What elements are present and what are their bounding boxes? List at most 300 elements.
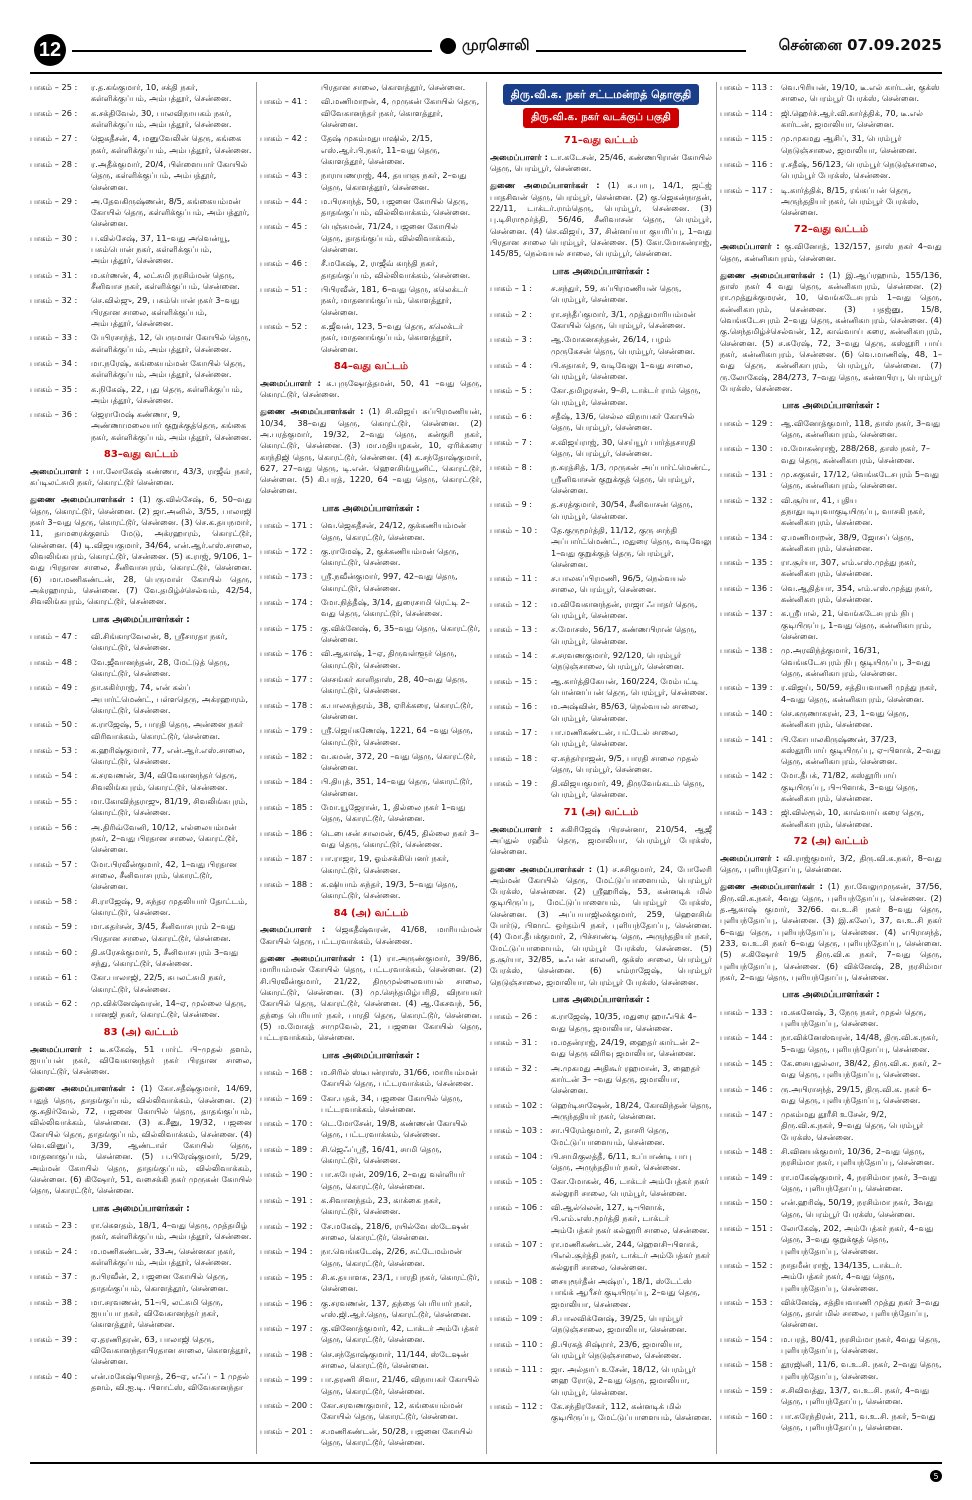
assistant-organizers-paragraph: துணை அமைப்பாளர்கள் : (1) கு.வில்சேஷ், 6, 50–வது தெரு, கொரட்டூர், சென்னை. (2) ஜா.அனில், 3/55, பாலாஜி நகர் 3–வது தெரு, கொரட்டூர், சென்னை. (3) செ.க.தயநமார், 11, தாமரைக்குளம் மேடு, அக்ரஹாரம், கொரட்டூர், சென்னை. (4) டி.விஜயகுமார், 34/64, என்.ஆர்.எஸ்.சாலை, லிவலிங்கபுரம், கொரட்டூர், சென்னை. (5) க.ராஜ், 9/106, 1–வது பிரதான சாலை, சீனிவாசபுரம், கொரட்டூர், சென்னை. (6) மா.மணிகண்டன், 28, பெருமாள் கோயில் தெரு, அக்ரஹாரம், சென்னை. (7) வே.தமிழ்ச்செல்வம், 42/54, சிவலிங்கபுரம், கொரட்டூர், சென்னை. <box>30 494 252 607</box>
part-number: பாகம் – 13 : <box>490 624 538 635</box>
list-item <box>260 1144 482 1167</box>
member-address: சீ.மகேஷ், 2, ராஜீவ் காந்தி நகர், தாதங்குப்பம், வில்லிவாக்கம், சென்னை. <box>321 258 471 280</box>
part-number: பாகம் – 182 : <box>260 750 313 761</box>
assistant-organizers-paragraph: துணை அமைப்பாளர்கள் : (1) நா.வேலுமுருகன், 37/56, திரு.வி.க.நகர், 4வது தெரு, புளியந்தோப்பு, சென்னை. (2) த.ஆகாஷ் குமார், 32/66. வ.உ.சி நகர் 8–வது தெரு, புளியந்தோப்பு, சென்னை. (3) இ.கலேப், 37, வ.உ.சி நகர் 6–வது தெரு, புளியந்தோப்பு, சென்னை. (4) எபிராசந்த், 233, வ.உ.சி நகர் 6–வது தெரு, புளியந்தோப்பு, சென்னை. (5) ச.கிஷோர் 19/5 திரு.வி.க நகர், 7–வது தெரு, புளியந்தோப்பு, சென்னை. (6) விக்னேஷ், 28, நரசிம்மா நகர், 2–வது தெரு, புளியந்தோப்பு, சென்னை. <box>720 881 942 982</box>
member-address: க.ஸ்ரீபால், 21, வெங்கடேசபுரம் நிபு குடியிருப்பு, 1–வது தெரு, கன்னிகாபுரம், சென்னை. <box>781 608 932 642</box>
list-item <box>30 947 252 970</box>
member-address: ம.பரத், 80/41, நரசிம்மா நகர், 4வது தெரு, புளியந்தோப்பு, சென்னை. <box>781 1333 941 1356</box>
part-number: பாகம் – 31 : <box>30 269 78 280</box>
list-item <box>720 557 942 580</box>
organizer-paragraph: அமைப்பாளர் : டீ.சுகேஷ், 51 பார்ட் பி–முதல் தளம், ஐயப்பன் நகர், விவேகானந்தர் நகர் பிரதான சாலை, கொரட்டூர், சென்னை. <box>30 1043 252 1077</box>
list-item <box>490 1037 712 1060</box>
part-number: பாகம் – 139 : <box>720 682 773 693</box>
part-number: பாகம் – 103 : <box>490 1125 543 1136</box>
list-item <box>260 776 482 799</box>
list-item <box>30 998 252 1021</box>
part-number: பாகம் – 199 : <box>260 1374 313 1385</box>
member-address: கோ.பதக், 34, பஜனை கோயில் தெரு, பட்டரவாக்கம், சென்னை. <box>321 1092 463 1114</box>
list-item <box>30 1271 252 1294</box>
list-item <box>30 196 252 230</box>
ward-title: 84 (அ) வட்டம் <box>333 907 409 919</box>
part-number: பாகம் – 15 : <box>490 675 538 686</box>
member-address: சி.பாலவிக்னேஷ், 39/25, பெரம்பூர் நெடுஞ்சாலை, ஜமாலியா, சென்னை. <box>551 1312 687 1335</box>
list-item <box>720 108 942 131</box>
part-number: பாகம் – 55 : <box>30 796 78 807</box>
list-item <box>260 828 482 851</box>
member-address: க.ஹரிஷ்குமார், 77, என்.ஆர்.எஸ்.சாலை, கொரட்டூர், சென்னை. <box>91 744 246 767</box>
part-number: பாகம் – 174 : <box>260 597 313 608</box>
list-item <box>720 469 942 492</box>
list-item <box>720 608 942 642</box>
member-address: வி.ஆகாஷ், 1–ஏ, திருவள்ளூர் தெரு, கொரட்டூர், சென்னை. <box>321 648 457 670</box>
part-number: பாகம் – 172 : <box>260 545 313 556</box>
part-number <box>260 82 318 93</box>
list-item <box>720 1359 942 1382</box>
entry-list <box>260 520 482 901</box>
member-address: பிரதான சாலை, கொளத்தூர், சென்னை. <box>321 82 466 92</box>
member-address: டெபைசன் சாலமன், 6/45, தில்லை நகர் 3–வது தெரு, கொரட்டூர், சென்னை. <box>321 827 480 850</box>
entry-list <box>260 82 482 355</box>
member-address: சி.வினயக்குமார், 10/36, 2–வது தெரு, நரசிம்மா நகர், புளியந்தோப்பு, சென்னை. <box>781 1146 935 1168</box>
part-number: பாகம் – 51 : <box>260 284 308 294</box>
member-address: வெ.ஜெகதீசன், 24/12, குக்கணியம்மன் தெரு, கொரட்டூர், சென்னை. <box>321 520 467 542</box>
part-number: பாகம் – 5 : <box>490 385 533 396</box>
part-number: பாகம் – 9 : <box>490 499 533 510</box>
member-address: பேபிரசாந்த், 12, பெருமாள் கோயில் தெரு, கள்ளிக்குப்பம், அம்பத்தூர், சென்னை. <box>91 332 251 354</box>
part-number: பாகம் – 159 : <box>720 1385 773 1396</box>
list-item <box>30 745 252 768</box>
member-address: க.ராஜேஷ், 10/35, மதுரை ஹாஃபிக் 4– வது தெரு, ஜமாலியா, சென்னை. <box>551 1011 697 1033</box>
part-number: பாகம் – 59 : <box>30 921 78 932</box>
list-item <box>260 133 482 167</box>
assistant-organizers-paragraph: துணை அமைப்பாளர்கள் : (1) இ.ஆப்ரஹாம், 155/136, தாஸ் நகர் 4 வது தெரு, கன்னிகாபுரம், சென்னை. (2) ரா.முத்துக்குமரன், 10, வெங்கடேசபுரம் 1–வது தெரு, கன்னிகாபுரம், சென்னை. (3) பதஜ்னு, 15/8, வெங்கடேசபுரம் 2–வது தெரு, கன்னிகாபுரம், சென்னை. (4) கு.செந்தமிழ்ச்செல்வன், 12, காவ்வாய் கரை, கன்னிகாபுரம், சென்னை. (5) ச.சுரேஷ், 72, 3–வது தெரு, கஸ்தூரி பாய் நகர், கன்னிகாபுரம், சென்னை. (6) வெ.மாணிஷ், 48, 1–வது தெரு, கன்னிகாபுரம், பெரம்பூர், சென்னை. (7) ரு.லோகேஷ், 284/273, 7–வது தெரு, கன்னபிரபு, பெரம்பூர் பேரக்ஸ், சென்னை. <box>720 269 942 393</box>
member-address: ஏ.சுந்தர்ராஜன், 9/5, பாரதி சாலை முதல் தெரு, பெரம்பூர், சென்னை. <box>551 752 699 774</box>
member-address: ச.மணிகண்டன், 50/28, பஜனை கோயில் தெரு, கொரட்டூர், சென்னை. <box>321 1425 473 1447</box>
list-item <box>490 525 712 570</box>
organizer-paragraph: அமைப்பாளர் : பா.லோகேஷ் கண்ணா, 43/3, ராஜீவ் நகர், கப்டிலட்சுமி நகர், கொரட்டூர் சென்னை. <box>30 465 252 488</box>
list-item <box>490 283 712 306</box>
part-number: பாகம் – 25 : <box>30 82 78 92</box>
organizer-paragraph: அமைப்பாளர் : க.புருஷோத்தமன், 50, 41 –வது தெரு, கொரட்டூர், சென்னை. <box>260 377 482 399</box>
list-item <box>30 233 252 267</box>
part-number: பாகம் – 116 : <box>720 158 773 169</box>
list-item <box>260 802 482 825</box>
member-address: பி.தியுத், 351, 14–வது தெரு, கொரட்டூர், சென்னை. <box>321 776 473 798</box>
list-item <box>490 1339 712 1362</box>
entry-list <box>720 418 942 830</box>
part-number: பாகம் – 110 : <box>490 1338 543 1349</box>
part-number: பாகம் – 152 : <box>720 1259 773 1270</box>
member-address: க.ஜீவன், 123, 5–வது தெரு, கலெக்டர் நகர், மாதனாங்குப்பம், கொளத்தூர், சென்னை. <box>321 320 464 354</box>
part-number: பாகம் – 45 : <box>260 221 308 232</box>
part-number: பாகம் – 114 : <box>720 107 773 118</box>
entry-list <box>30 82 252 443</box>
member-address: நாதமீன் ராஜ், 134/135, டாக்டர். அம்பேத்கர் நகர், 4–வது தெரு, புளியந்தோப்பு, சென்னை. <box>781 1259 903 1293</box>
list-item <box>490 1176 712 1199</box>
member-address: ந.பிரவீன், 2, பஜனை கோயில் தெரு, தாதங்குப்பம், கொளத்தூர், சென்னை. <box>91 1271 229 1293</box>
member-address: வெ.பிரியன், 19/10, டீ.எல் கார்டன், குக்ஸ் சாலை, பெரம்பூர் பேரக்ஸ், சென்னை. <box>781 82 940 104</box>
member-address: வி.மணிமாறன், 4, முருகன் கோயில் தெரு, விவேகானந்தர் நகர், கொளத்தூர், சென்னை. <box>321 96 480 129</box>
member-address: முகம்மது தூரீசி உசேன், 9/2, திரு.வி.க.நகர், 9–வது தெரு, பெரம்பூர் பேரக்ஸ், சென்னை. <box>781 1109 924 1142</box>
entry-list <box>30 1220 252 1393</box>
part-number: பாகம் – 171 : <box>260 520 313 531</box>
member-address: ரு.அபிராசந்த், 29/15, திரு.வி.க. நகர் 6–வது தெரு, புளியந்தோப்பு, சென்னை. <box>781 1083 932 1105</box>
part-number: பாகம் – 6 : <box>490 411 533 422</box>
part-number: பாகம் – 40 : <box>30 1370 78 1381</box>
part-number: பாகம் – 192 : <box>260 1220 313 1231</box>
part-number: பாகம் – 34 : <box>30 357 78 368</box>
part-number: பாகம் – 187 : <box>260 853 313 864</box>
part-number: பாகம் – 200 : <box>260 1400 313 1411</box>
list-item <box>30 682 252 716</box>
part-number: பாகம் – 52 : <box>260 320 308 331</box>
member-address: க.சரவணன், 3/4, விவேகானந்தர் தெரு, சிவலிங்கபுரம், கொரட்டூர், சென்னை. <box>91 770 238 792</box>
list-item <box>30 133 252 156</box>
member-address: பா.ராஜா, 19, ஓம்சக்கிபெனர் நகர், கொரட்டூர், சென்னை. <box>321 853 450 875</box>
member-address: த.சரத்குமார், 30/54, சீனிவாசன் தெரு, பெரம்பூர், சென்னை. <box>551 499 693 521</box>
part-number: பாகம் – 7 : <box>490 436 533 447</box>
list-item <box>260 1374 482 1397</box>
member-address: ஜி.ஹெர்ச்.ஆர்.வி.கார்த்திக், 70, டீ.எல் கார்டன், ஜமாலியா, சென்னை. <box>781 107 924 129</box>
part-number: பாகம் – 196 : <box>260 1297 313 1308</box>
member-address: ஆ.மோகனசுந்தன், 26/14, பழம் முருகேசன் தெரு, பெரம்பூர், சென்னை. <box>551 334 696 356</box>
member-address: செ.சந்தோஷ்குமார், 11/144, ஸ்டேஷன் சாலை, கொரட்டூர், சென்னை. <box>321 1348 469 1371</box>
part-number: பாகம் – 129 : <box>720 417 773 428</box>
list-item <box>260 1195 482 1218</box>
region-title: திரு.வி.க. நகர் வடக்குப் பகுதி <box>523 108 679 128</box>
member-address: ம.மணிகண்டன், 33அ, சென்னகா நகர், கள்ளிக்குப்பம், அம்பத்தூர், சென்னை. <box>91 1245 236 1267</box>
ward-title: 72–வது வட்டம் <box>793 224 869 236</box>
part-number: பாகம் – 138 : <box>720 645 773 656</box>
member-address: ரா.மணிகண்டன், 244, ஹௌசி–பிளாக், பிஎல்.சூர்த்தி நகர், டாக்டர் அம்பேத்கர் நகர் கல்லூரி சாலை, சென்னை. <box>551 1239 711 1272</box>
masthead <box>440 36 530 56</box>
list-item <box>720 1297 942 1331</box>
assistant-organizers-paragraph: துணை அமைப்பாளர்கள் : (1) ச.சசிகுமார், 24, போலேரி அம்மன் கோயில் தெரு, மேட்டுப்பாளையம், பெரம்பூர் பேரக்ஸ், சென்னை. (2) ஸ்ரீஹரிஷ், 53, கன்னடிக் மில் குடியிருப்பு, மேட்டுப்பாளையம், பெரம்பூர் பேரக்ஸ், சென்னை. (3) அப்பயாஜிலக்குமார், 259, ஹௌசிங் போர்டு, பிளாட் ஒர்தம்பி நகர், புளியந்தோப்பு, சென்னை. (4) மோ.தீபக்குமார், 2, பிச்சாண்டி தெரு, அருந்ததியர் நகர், மேட்டுப்பாளையம், பெரம்பூர் பேரக்ஸ், சென்னை. (5) த.சூர்யா, 32/85, டீஃபன் காலனி, குக்ஸ் சாலை, பெரம்பூர் பேரக்ஸ், சென்னை. (6) எம்ராஜேஷ், பெரம்பூர் நெடுஞ்சாலை, ஜமாலியா, பெரம்பூர் பேரக்ஸ், சென்னை. <box>490 863 712 987</box>
list-item <box>720 734 942 768</box>
list-item <box>260 1323 482 1346</box>
list-item <box>260 879 482 902</box>
part-number: பாகம் – 179 : <box>260 725 313 736</box>
part-number: பாகம் – 170 : <box>260 1118 313 1129</box>
list-item <box>30 295 252 329</box>
column-2 <box>260 82 482 1454</box>
page-header <box>0 0 972 92</box>
list-item <box>490 411 712 434</box>
organizer-paragraph: அமைப்பாளர் : டா.கடேசன், 25/46, கண்ணபிரான் கோயில் தெரு, பெரம்பூர், சென்னை. <box>490 151 712 174</box>
member-address: ஜி.வில்ரூல், 10, காவ்வாய் கரை தெரு, கன்னிகாபுரம், சென்னை. <box>781 807 925 829</box>
page-number: 12 <box>34 34 66 66</box>
member-address: தி.பிரகத் சிஷ்ரார், 23/6, ஜமாலியா, பெரம்பூர் நெடுஞ்சாலை, சென்னை. <box>551 1338 683 1360</box>
member-address: பி.சுதாகர், 9, வடிவேலு 1–வது சாலை, பெரம்பூர், சென்னை. <box>551 359 693 382</box>
list-item <box>720 807 942 830</box>
assistant-organizers-paragraph: துணை அமைப்பாளர்கள் : (1) கோ.சதீஷ்குமார், 14/69, பதுத் தெரு, தாதங்குப்பம், வில்லிவாக்கம், சென்னை. (2) கு.சுதிர்வேல், 72, பஜனை கோயில் தெரு, தாதங்குப்பம், வில்லிவாக்கம், சென்னை. (3) க.சீனு, 19/32, பஜனை கோயில் தெரு, தாதங்குப்பம், வில்லிவாக்கம், சென்னை. (4) வெ.வினுப், 3/39, ஆண்டாள் கோயில் தெரு, மாதனாகுப்பம், சென்னை. (5) ப.பிரேஷ்குமார், 5/29, அம்மன் கோயில் தெரு, தாதங்குப்பம், வில்லிவாக்கம், சென்னை. (6) கிஷோர், 51, வசைக்கி நகர் முருகன் கோயில் தெரு, கொரட்டூர், சென்னை. <box>30 1083 252 1196</box>
part-number: பாகம் – 47 : <box>30 631 78 642</box>
part-number: பாகம் – 132 : <box>720 494 773 505</box>
part-number: பாகம் – 60 : <box>30 946 78 957</box>
list-item <box>30 719 252 742</box>
member-address: தா.சுகிர்ராஜ், 74, என் கல்ப் அபார்ட்மெண்ட், பள்ளதெரு, அக்ரஹாரம், கொரட்டூர், சென்னை. <box>91 682 249 715</box>
member-address: ஏ.மணிமாறன், 38/9, ஜோசப் தெரு, கன்னிகாபுரம், சென்னை. <box>781 531 914 553</box>
part-number: பாகம் – 186 : <box>260 827 313 838</box>
member-address: ஆ.கார்த்திகேயன், 160/224, மேம்பட்டி பொன்னப்பன் தெரு, பெரம்பூர், சென்னை. <box>551 675 708 697</box>
ward-title: 72 (அ) வட்டம் <box>793 836 869 848</box>
member-address: ம.மதன்ராஜ், 24/19, ஹைதர் கார்டன் 2–வது தெரு விரிவு ஜமாலியா, சென்னை. <box>551 1037 700 1059</box>
member-address: க.சக்திவேல், 30, பாலவிநாயகம் நகர், கள்ளிக்குப்பம், அம்பத்தூர், சென்னை. <box>91 107 232 129</box>
part-number: பாகம் – 194 : <box>260 1246 313 1257</box>
member-address: மு.முகமது ஆசிப், 31, பெரம்பூர் நெடுஞ்சாலை, ஜமாலியா, சென்னை. <box>781 133 917 155</box>
part-number: பாகம் – 150 : <box>720 1197 773 1208</box>
member-address: மோ.யூஜேரான், 1, தில்லை நகர் 1–வது தெரு, கொரட்டூர், சென்னை. <box>321 802 466 824</box>
member-address: கு.சரவணன், 137, தந்தை பெரியார் நகர், எஸ்.ஜி.ஆர்.தெரு, கொரட்டூர், சென்னை. <box>321 1297 473 1319</box>
list-item <box>720 1411 942 1434</box>
list-item <box>490 1202 712 1236</box>
member-address: கே.சையதுல்லா, 38/42, திரு.வி.க. நகர், 2–வது தெரு, புளியந்தோப்பு, சென்னை. <box>781 1057 942 1080</box>
part-number: பாகம் – 48 : <box>30 656 78 667</box>
part-number: பாகம் – 108 : <box>490 1275 543 1286</box>
part-number: பாகம் – 145 : <box>720 1057 773 1068</box>
part-number: பாகம் – 201 : <box>260 1425 313 1436</box>
part-number: பாகம் – 43 : <box>260 170 308 181</box>
list-item <box>490 437 712 460</box>
part-number: பாகம் – 12 : <box>490 598 538 609</box>
list-item <box>490 499 712 522</box>
list-item <box>490 1276 712 1310</box>
member-address: ர.விஜய், 50/59, சத்தியவாணி முத்து நகர், 4–வது தெரு, கன்னிகாபுரம், சென்னை. <box>781 682 937 704</box>
member-address: கே.சந்திரசேகர், 112, கன்னடிக் மில் குடியிருப்பு, மேட்டுப்பாளையம், சென்னை. <box>551 1401 712 1423</box>
assistant-organizers-paragraph: துணை அமைப்பாளர்கள் : (1) சு.பாபு, 14/1, ஜட்ஜ் பாதசிவன் தெரு, பெரம்பூர், சென்னை. (2) கு.ஜெகன்நாதன், 22/11, டாக்டர்.ராம்தெரு, பெரம்பூர், சென்னை. (3) பு.டிசிராமூர்த்தி, 56/46, சீனிவாசன் தெரு, பெரம்பூர், சென்னை. (4) செ.விஜய், 37, சின்னய்யா குயரிப்பு, 1–வது பிரதான சாலை பெரம்பூர், சென்னை. (5) கோ.மோகன்ராஜ், 145/85, நெல்வயல் சாலை, பெரம்பூர், சென்னை. <box>490 180 712 259</box>
part-number: பாகம் – 26 : <box>490 1011 538 1022</box>
member-address: க.நிகேஷ், 22, புது தெரு, கள்ளிக்குப்பம், அம்பத்தூர், சென்னை. <box>91 383 243 405</box>
part-number: பாகம் – 141 : <box>720 733 773 744</box>
member-address: என்.மகேஷ்பிரசாத், 26–ஏ, எஃப் – 1 முதல் தளம், வி.ஐ.டி. பிளாட்ஸ், விவேகானந்தா <box>91 1370 250 1393</box>
list-item <box>720 1058 942 1081</box>
part-number: பாகம் – 2 : <box>490 308 533 319</box>
part-number: பாகம் – 56 : <box>30 821 78 832</box>
list-item <box>260 284 482 318</box>
part-number: பாகம் – 153 : <box>720 1296 773 1307</box>
part-number: பாகம் – 41 : <box>260 96 308 107</box>
list-item <box>260 258 482 281</box>
list-item <box>30 332 252 355</box>
part-number: பாகம் – 142 : <box>720 770 773 781</box>
member-address: கோ.தமிழரசன், 9–சி, டாக்டர் ராம் தெரு, பெரம்பூர், சென்னை. <box>551 385 701 407</box>
section-heading: பாக அமைப்பாளர்கள் : <box>552 994 650 1005</box>
part-number: பாகம் – 149 : <box>720 1171 773 1182</box>
member-address: க.ராஜேஷ், 5, பாரதி தெரு, அன்னை நகர் விரிவாக்கம், கொரட்டூர், சென்னை. <box>91 719 244 741</box>
part-number: பாகம் – 18 : <box>490 752 538 763</box>
member-address: க.ஷியாம் சுந்தர், 19/3, 5–வது தெரு, கொரட்டூர், சென்னை. <box>321 878 458 901</box>
member-address: மு.அரவிந்த்குமார், 16/31, வெங்கடேசபுரம் நிபு குடியிருப்பு, 3–வது தெரு, கன்னிகாபுரம், சென்னை. <box>781 645 931 678</box>
list-item <box>490 624 712 647</box>
part-number: பாகம் – 32 : <box>30 295 78 306</box>
list-item <box>720 1197 942 1220</box>
member-address: மோ.பிரவீன்குமார், 42, 1–வது பிரதான சாலை, சீனிவாசபுரம், கொரட்டூர், சென்னை. <box>91 858 238 892</box>
entry-list <box>720 82 942 218</box>
member-address: மோ.தீபக், 71/82, கஸ்தூரிபாய் குடியிருப்பு, பி–பிளாக், 3–வது தெரு, கன்னிகாபுரம், சென்னை. <box>781 770 919 804</box>
part-number: பாகம் – 23 : <box>30 1219 78 1230</box>
section-heading: பாக அமைப்பாளர்கள் : <box>322 503 420 514</box>
list-item <box>720 770 942 804</box>
list-item <box>30 896 252 919</box>
list-item <box>490 1239 712 1273</box>
member-address: டி.கார்த்திக், 8/15, ரங்கப்பன் தெரு, அருந்ததியர் நகர், பெரம்பூர் பேரக்ஸ், சென்னை. <box>781 184 919 218</box>
list-item <box>720 1385 942 1408</box>
member-address: கோ.பாலாஜி, 22/5, சுபலட்சுமி நகர், கொரட்டூர், சென்னை. <box>91 972 226 994</box>
member-address: விக்னேஷ், சத்தியவாணி முத்து நகர் 3–வது தெரு, தாள் மில் சாலை, புளியந்தோப்பு, சென்னை. <box>781 1296 940 1330</box>
list-item <box>30 631 252 654</box>
header-divider <box>30 72 942 74</box>
list-item <box>490 334 712 357</box>
member-address: வி.சிங்காரவேலன், 8, ஸ்ரீசாரதா நகர், கொரட்டூர், சென்னை. <box>91 631 228 653</box>
list-item <box>30 358 252 381</box>
entry-list <box>490 283 712 801</box>
list-item <box>490 727 712 750</box>
member-address: ம.கர்ணன், 4, லட்சுமி நரசிம்மன் தெரு, சீனிவாச நகர், கள்ளிக்குப்பம், சென்னை. <box>91 269 240 291</box>
list-item <box>260 648 482 671</box>
part-number: பாகம் – 35 : <box>30 383 78 394</box>
part-number: பாகம் – 117 : <box>720 184 773 195</box>
list-item <box>720 443 942 466</box>
member-address: சா.பிரேம்குமார், 2, தாசரி தெரு, மேட்டுப்பாளையம், சென்னை. <box>551 1125 670 1147</box>
member-address: அ.திரிவ்வேனி, 10/12, எல்லையம்மன் நகர், 2–வது பிரதான சாலை, கொரட்டூர், சென்னை. <box>91 821 238 855</box>
list-item <box>720 82 942 105</box>
member-address: தி.விஜயகுமார், 49, திருவேங்கடம் தெரு, பெரம்பூர், சென்னை. <box>551 778 705 800</box>
list-item <box>260 1093 482 1116</box>
part-number: பாகம் – 158 : <box>720 1359 773 1370</box>
member-address: கோ.சரவணகுமார், 12, கங்கையம்மன் கோயில் தெரு, கொரட்டூர், சென்னை. <box>321 1400 463 1422</box>
list-item <box>260 1169 482 1192</box>
member-address: பி.சாமிகுலத்தீ, 6/11, உப்பாண்டி பாபு தெரு, அருந்ததியர் நகர், சென்னை. <box>551 1150 692 1173</box>
list-item <box>30 1334 252 1368</box>
part-number: பாகம் – 191 : <box>260 1195 313 1206</box>
list-item <box>490 1401 712 1424</box>
list-item <box>30 1297 252 1331</box>
part-number: பாகம் – 53 : <box>30 744 78 755</box>
member-address: ரா.சந்தீப்குமார், 3/1, முத்துமாரியம்மன் கோயில் தெரு, பெரம்பூர், சென்னை. <box>551 308 696 330</box>
member-address: பி.கோபாலகிருஷ்ணன், 37/23, கஸ்தூரிபாய் குடியிருப்பு, ஏ–பிளாக், 2–வது தெரு, கன்னிகாபுரம், சென்னை. <box>781 733 941 767</box>
member-address: பா.சுபேரன், 209/16, 2–வது வள்ளியர் தெரு, கொரட்டூர், சென்னை. <box>321 1169 466 1191</box>
list-item <box>260 725 482 748</box>
list-item <box>260 597 482 620</box>
list-item <box>260 1298 482 1321</box>
list-item <box>490 753 712 776</box>
list-item <box>720 418 942 441</box>
list-item <box>260 751 482 774</box>
section-heading: பாக அமைப்பாளர்கள் : <box>92 1203 190 1214</box>
list-item <box>260 1221 482 1244</box>
column-3 <box>490 82 712 1454</box>
member-address: சி.ஜெஃப்ஸ்ரீ, 16/41, சாமி தெரு, கொரட்டூர், சென்னை. <box>321 1143 442 1166</box>
member-address: ச.சிவிவத்து, 13/7, வ.உ.சி. நகர், 4–வது தெரு, புளியந்தோப்பு, சென்னை. <box>781 1385 930 1407</box>
part-number: பாகம் – 33 : <box>30 332 78 343</box>
member-address: ம.பிரசாந்த், 50, பஜனை கோயில் தெரு, தாதங்குப்பம், வில்லிவாக்கம், சென்னை. <box>321 195 471 218</box>
member-address: டெ.மோசேன், 19/8, கண்ணன் கோயில் தெரு, பட்டரவாக்கம், சென்னை. <box>321 1118 468 1140</box>
list-item <box>260 1426 482 1449</box>
entry-list <box>30 631 252 1021</box>
part-number: பாகம் – 28 : <box>30 158 78 169</box>
organizer-paragraph: அமைப்பாளர் : சுகிரிஜேஷ் பிரசன்னா, 210/54, ஆஜீ அப்துல் ரஹீம் தெரு, ஜமாலியா, பெரம்பூர் பேரக்ஸ், சென்னை. <box>490 823 712 857</box>
part-number: பாகம் – 36 : <box>30 409 78 420</box>
list-item <box>720 1109 942 1143</box>
member-address: அ.முகமது அதிகூர் ரஹமான், 3, ஹைதர் கார்டன் 3– –வது தெரு, ஜமாலியா, சென்னை. <box>551 1062 701 1096</box>
part-number: பாகம் – 169 : <box>260 1092 313 1103</box>
list-item <box>720 1032 942 1055</box>
list-item <box>490 778 712 801</box>
part-number: பாகம் – 175 : <box>260 622 313 633</box>
part-number: பாகம் – 197 : <box>260 1323 313 1334</box>
part-number: பாகம் – 184 : <box>260 776 313 787</box>
member-address: மா.சுதர்சன், 3/45, சீனிவாசபுரம் 2–வது பிரதான சாலை, கொரட்டூர், சென்னை. <box>91 921 236 943</box>
list-item <box>260 82 482 93</box>
member-address: மா.கோவிந்தராஜு, 81/19, சிவலிங்கபுரம், கொரட்டூர், சென்னை. <box>91 796 248 818</box>
member-address: தூரஜினி, 11/6, வ.உ.சி. நகர், 2–வது தெரு, புளியந்தோப்பு, சென்னை. <box>781 1359 942 1381</box>
list-item <box>490 385 712 408</box>
list-item <box>720 532 942 555</box>
member-address: ச.சரவணகுமார், 92/120, பெரம்பூர் நெடுஞ்சாலை, பெரம்பூர், சென்னை. <box>551 650 685 672</box>
part-number: பாகம் – 133 : <box>720 1006 773 1017</box>
list-item <box>260 1246 482 1269</box>
list-item <box>490 650 712 673</box>
member-address: செசங்கர் காளிதாஸ், 28, 40–வது தெரு, கொரட்டூர், சென்னை. <box>321 673 468 696</box>
list-item <box>490 1313 712 1336</box>
list-item <box>260 1118 482 1141</box>
part-number: பாகம் – 151 : <box>720 1222 773 1233</box>
assistant-organizers-paragraph: துணை அமைப்பாளர்கள் : (1) ரா.அருண்குமார், 39/86, மாரியம்மன் கோயில் தெரு, பட்டரவாக்கம், சென்னை. (2) சி.பிரவீன்குமார், 21/22, திருமுல்லைவாயல் சாலை, கொரட்டூர், சென்னை. (3) மு.செந்தமிழ்பரிதி, விநாயகர் கோயில் தெரு, கொரட்டூர், சென்னை. (4) ஆ.கேசவந், 56, தந்தை பெரியார் நகர், பாரதி தெரு, கொரட்டூர், சென்னை. (5) ம.மோகத் சாமுவேல், 21, பஜனை கோயில் தெரு, பட்டரவாக்கம், சென்னை. <box>260 953 482 1043</box>
member-address: வி.சூர்யா, 41, புதிய தநாதுபடியுவாகுடியிருப்பு, வாசகி நகர், கன்னிகாபுரம், சென்னை. <box>781 494 926 528</box>
part-number: பாகம் – 109 : <box>490 1312 543 1323</box>
member-address: ரா.சூர்யா, 307, எம்.எஸ்.முத்து நகர், கன்னிகாபுரம், சென்னை. <box>781 557 917 579</box>
list-item <box>260 96 482 130</box>
part-number: பாகம் – 10 : <box>490 524 538 535</box>
part-number: பாகம் – 154 : <box>720 1333 773 1344</box>
part-number: பாகம் – 14 : <box>490 650 538 661</box>
part-number: பாகம் – 176 : <box>260 648 313 659</box>
list-item <box>720 1172 942 1195</box>
member-address: நா.விக்னேஸ்வரன், 14/48, திரு.வி.க.நகர், 5–வது தெரு, புளியந்தோப்பு, சென்னை. <box>781 1032 939 1054</box>
part-number: பாகம் – 37 : <box>30 1271 78 1282</box>
part-number: பாகம் – 188 : <box>260 878 313 889</box>
part-number: பாகம் – 134 : <box>720 531 773 542</box>
ward-title: 83–வது வட்டம் <box>103 449 179 461</box>
list-item <box>260 1272 482 1295</box>
member-address: சே.மகேஷ், 218/6, ரயில்வே ஸ்டேஷன் சாலை, கொரட்டூர், சென்னை. <box>321 1220 469 1242</box>
member-address: ச.பாலசுப்பிரமணி, 96/5, நெல்வயல் சாலை, பெரம்பூர், சென்னை. <box>551 573 687 595</box>
member-address: ப.வில்சேஷ், 37, 11–வது அவென்யூ, பசும்பொன் நகர், கள்ளிக்குப்பம், அம்பத்தூர், சென்னை. <box>91 232 231 266</box>
member-address: மா.சரவணன், 51–பி, லட்சுமி தெரு, ஐயப்பா நகர், விவேகானந்தர் நகர், கொளத்தூர், சென்னை. <box>91 1296 224 1330</box>
part-number: பாகம் – 30 : <box>30 232 78 243</box>
member-address: பா.மணிகண்டன், பட்டேல் சாலை, பெரம்பூர், சென்னை. <box>551 726 679 749</box>
part-number: பாகம் – 8 : <box>490 462 533 473</box>
member-address: ம.மோகன்ராஜ், 288/268, தாஸ் நகர், 7–வது தெரு, கன்னிகாபுரம், சென்னை. <box>781 443 931 465</box>
part-number: பாகம் – 189 : <box>260 1143 313 1154</box>
part-number: பாகம் – 1 : <box>490 282 533 293</box>
member-address: ஸ்ரீ.ஜெய்கணேஷ், 1221, 64 –வது தெரு, கொரட்டூர், சென்னை. <box>321 725 473 747</box>
member-address: ரா.கெளதம், 18/1, 4–வது தெரு, முத்தமிழ் நகர், கள்ளிக்குப்பம், அம்பத்தூர், சென்னை. <box>91 1219 252 1242</box>
part-number: பாகம் – 115 : <box>720 133 773 144</box>
list-item <box>260 700 482 723</box>
part-number: பாகம் – 130 : <box>720 443 773 454</box>
list-item <box>30 108 252 131</box>
section-heading: பாக அமைப்பாளர்கள் : <box>92 614 190 625</box>
list-item <box>720 1260 942 1294</box>
member-address: ம.சுகனேஷ், 3, நேரு நகர், முதல் தெரு, புளியந்தோப்பு, சென்னை. <box>781 1006 927 1028</box>
member-address: க.பாலசுந்தரம், 38, ஏரிக்கரை, கொரட்டூர், சென்னை. <box>321 699 474 721</box>
list-item <box>490 1100 712 1123</box>
member-address: ச.விஜய்ராஜ், 30, செய்யூர் பார்த்தசாரதி தெரு, பெரம்பூர், சென்னை. <box>551 436 696 459</box>
member-address: ந.கரத்சித், 1/3, முருகன் அப்பார்ட்மெண்ட், ஸ்ரீனிவாசன் குறுக்குத் தெரு, பெரம்பூர், சென்னை. <box>551 462 711 495</box>
header-rule-right <box>536 50 746 52</box>
ward-title: 71–வது வட்டம் <box>563 134 639 146</box>
